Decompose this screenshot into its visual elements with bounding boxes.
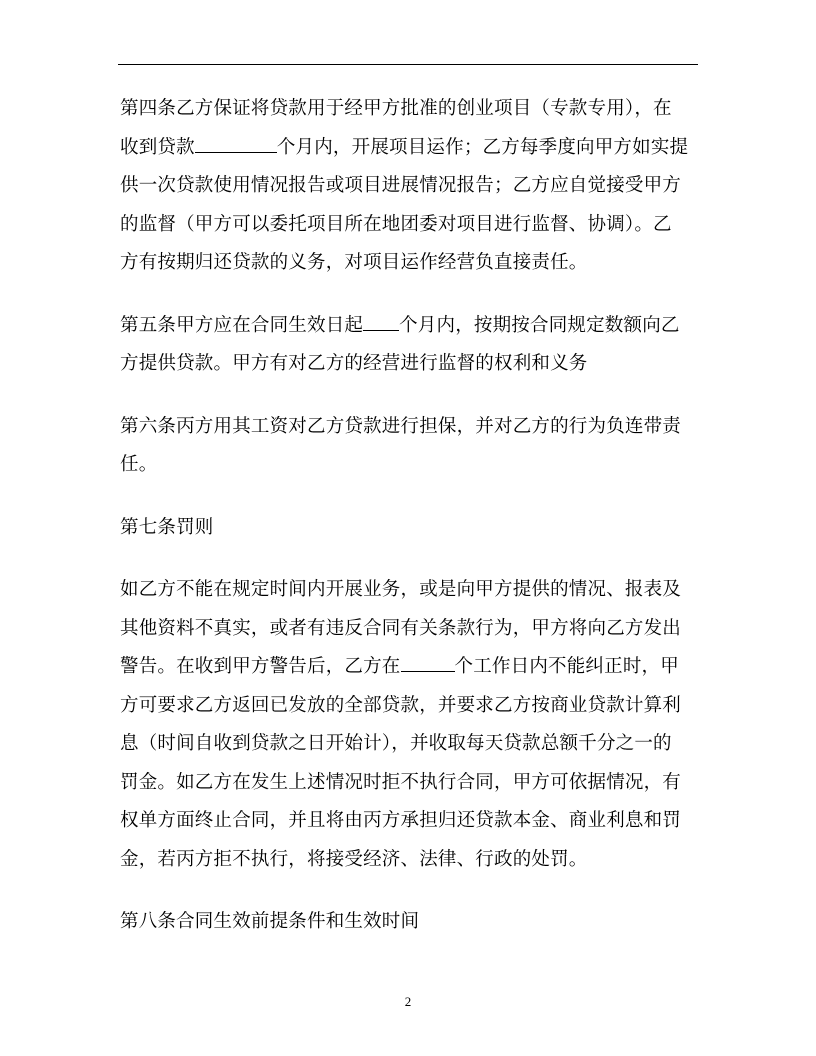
- text-line: [120, 648, 704, 687]
- text-line: 金，若丙方拒不执行，将接受经济、法律、行政的处罚。: [120, 848, 588, 870]
- text-segment: 个月内，开展项目运作；乙方每季度向甲方如实提: [276, 136, 689, 158]
- text-segment: 个工作日内不能纠正时，甲: [454, 656, 679, 677]
- text-line: 第八条合同生效前提条件和生效时间: [120, 911, 420, 932]
- text-line: 第四条乙方保证将贷款用于经甲方批准的创业项目（专款专用），在: [120, 98, 672, 119]
- header-rule: [118, 64, 698, 65]
- text-line: 的监督（甲方可以委托项目所在地团委对项目进行监督、协调）。乙: [120, 213, 672, 235]
- article-4-paragraph: [120, 90, 704, 283]
- text-segment: 第五条甲方应在合同生效日起: [120, 314, 364, 336]
- article-8-heading: [120, 903, 704, 942]
- text-line: 任。: [120, 454, 158, 475]
- text-line: [120, 129, 704, 168]
- text-segment: 收到贷款: [120, 136, 195, 158]
- text-line: 息（时间自收到贷款之日开始计），并收取每天贷款总额千分之一的: [120, 733, 672, 754]
- page-number: 2: [404, 994, 412, 1009]
- text-line: 其他资料不真实，或者有违反合同有关条款行为，甲方将向乙方发出: [120, 617, 682, 639]
- text-line: 如乙方不能在规定时间内开展业务，或是向甲方提供的情况、报表及: [120, 579, 682, 600]
- fill-in-blank: [363, 329, 399, 331]
- text-line: 方提供贷款。甲方有对乙方的经营进行监督的权利和义务: [120, 353, 588, 374]
- text-line: 方可要求乙方返回已发放的全部贷款，并要求乙方按商业贷款计算利: [120, 694, 682, 716]
- article-6-paragraph: [120, 408, 704, 485]
- text-segment: 警告。在收到甲方警告后，乙方在: [120, 656, 401, 677]
- document-body: [120, 90, 704, 966]
- fill-in-blank: [195, 151, 277, 153]
- text-line: 权单方面终止合同，并且将由丙方承担归还贷款本金、商业利息和罚: [120, 810, 682, 831]
- article-7-heading: [120, 509, 704, 548]
- text-line: 罚金。如乙方在发生上述情况时拒不执行合同，甲方可依据情况，有: [120, 771, 682, 793]
- text-segment: 个月内，按期按合同规定数额向乙: [399, 314, 680, 336]
- article-7-paragraph: [120, 571, 704, 879]
- article-5-paragraph: [120, 307, 704, 384]
- text-line: 供一次贷款使用情况报告或项目进展情况报告；乙方应自觉接受甲方: [120, 175, 682, 196]
- fill-in-blank: [401, 670, 455, 672]
- text-line: 第六条丙方用其工资对乙方贷款进行担保，并对乙方的行为负连带责: [120, 415, 682, 437]
- text-line: 方有按期归还贷款的义务，对项目运作经营负直接责任。: [120, 252, 588, 273]
- text-line: 第七条罚则: [120, 516, 214, 538]
- text-line: [120, 307, 704, 346]
